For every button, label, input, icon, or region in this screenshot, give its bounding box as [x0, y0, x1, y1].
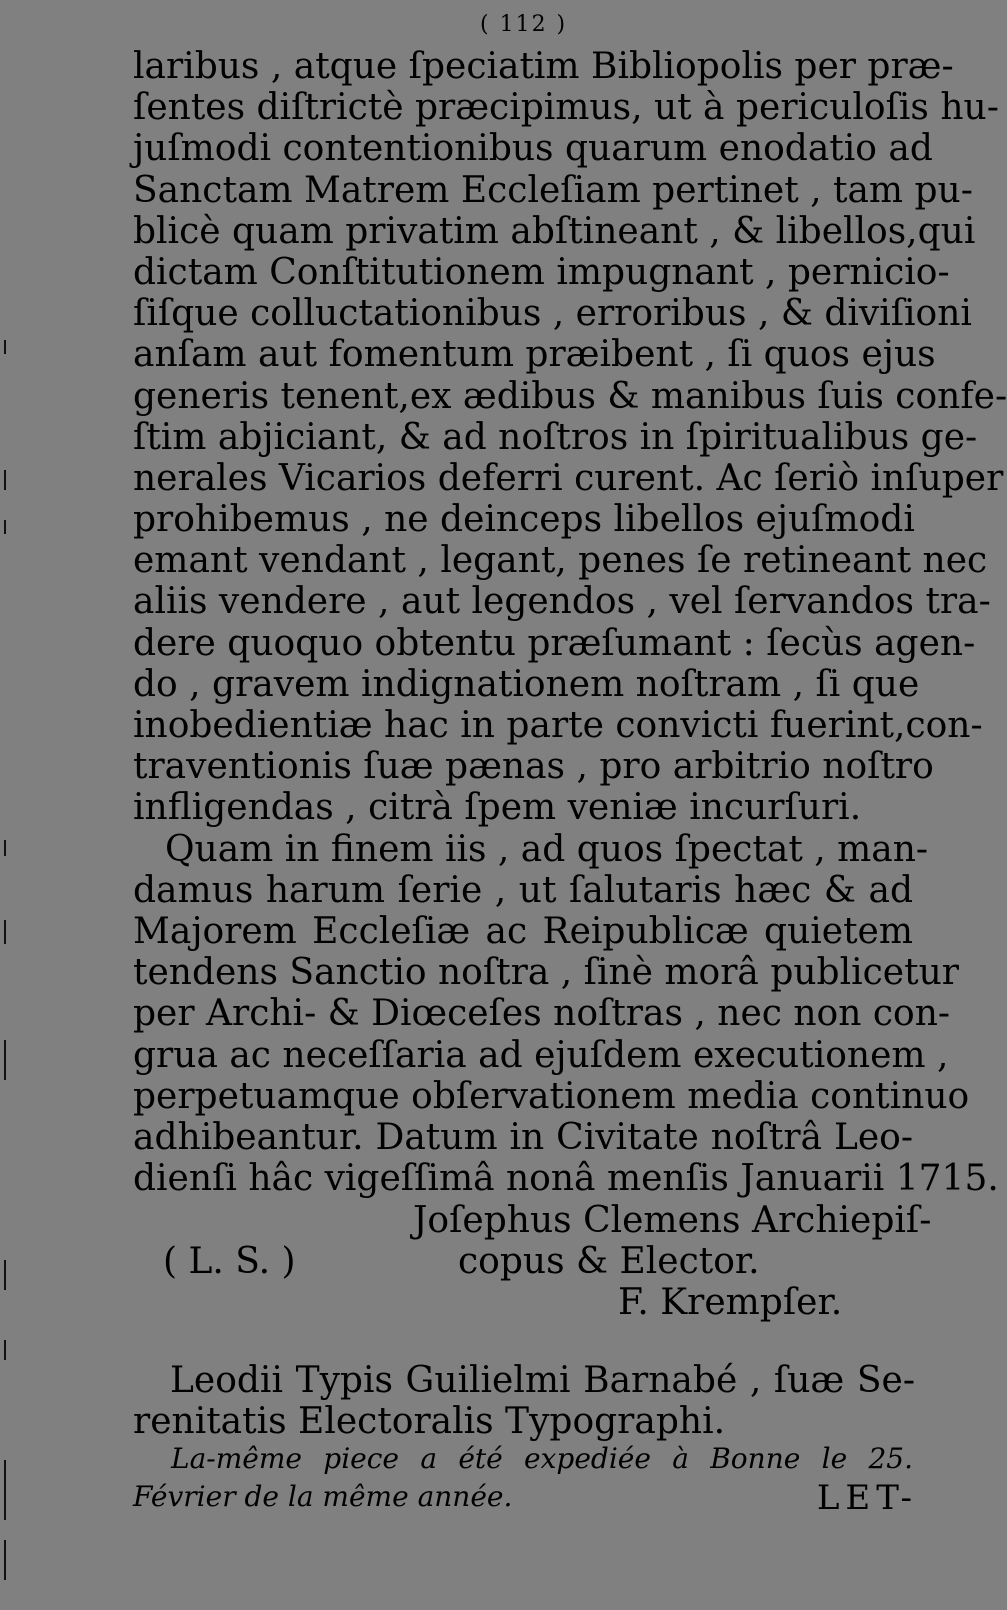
signature-line-2: copus & Elector.: [458, 1241, 760, 1283]
text-line: generis tenent,ex ædibus & manibus ſuis confe-: [133, 375, 1007, 417]
text-line: dere quoquo obtentu præſumant : ſecùs agen-: [133, 622, 976, 664]
text-line: per Archi- & Diœceſes noſtras , nec non con-: [133, 993, 951, 1035]
edge-mark: [4, 920, 6, 944]
text-line: Sanctam Matrem Eccleſiam pertinet , tam pu-: [133, 169, 973, 211]
edge-mark: [4, 1260, 6, 1290]
page-number: ( 112 ): [480, 12, 568, 37]
text-line: anſam aut fomentum præibent , ſi quos ejus: [133, 334, 936, 376]
text-line: ſentes diſtrictè præcipimus, ut à periculoſis hu-: [133, 87, 999, 129]
edge-mark: [4, 1040, 6, 1080]
text-line: Quam in finem iis , ad quos ſpectat , man-: [165, 828, 929, 870]
catchword: LET-: [816, 1478, 918, 1518]
printer-imprint: [133, 1360, 915, 1443]
edge-mark: [4, 470, 6, 490]
text-line: grua ac neceſſaria ad ejuſdem executionem ,: [133, 1034, 949, 1076]
text-line: tendens Sanctio noſtra , ſinè morâ publicetur: [133, 952, 959, 994]
imprint-line: Leodii Typis Guilielmi Barnabé , ſuæ Se-: [170, 1360, 915, 1401]
text-line: perpetuamque obſervationem media continuo: [133, 1075, 970, 1117]
text-line: Majorem Eccleſiæ ac Reipublicæ quietem: [133, 910, 913, 952]
text-line: nerales Vicarios deferri curent. Ac ſeriò inſuper: [133, 457, 1004, 499]
edge-mark: [4, 840, 6, 856]
text-line: laribus , atque ſpeciatim Bibliopolis per præ-: [133, 46, 954, 87]
text-line: damus harum ſerie , ut ſalutaris hæc & ad: [133, 869, 913, 911]
note-line: Février de la même année.: [133, 1480, 513, 1513]
text-line: dictam Conſtitutionem impugnant , pernicio-: [133, 251, 950, 293]
text-line: aliis vendere , aut legendos , vel ſervandos tra-: [133, 581, 991, 623]
signature-block: [133, 1200, 932, 1324]
text-line: prohibemus , ne deinceps libellos ejuſmodi: [133, 499, 915, 541]
text-line: ſtim abjiciant, & ad noſtros in ſpiritualibus ge-: [133, 416, 978, 458]
edge-mark: [4, 340, 6, 354]
text-line: emant vendant , legant, penes ſe retineant nec: [133, 540, 988, 582]
text-line: juſmodi contentionibus quarum enodatio ad: [133, 128, 933, 170]
imprint-line: renitatis Electoralis Typographi.: [133, 1401, 726, 1443]
note-line: La-même piece a été expediée à Bonne le 25.: [171, 1442, 913, 1475]
text-line: traventionis ſuæ pænas , pro arbitrio noſtro: [133, 746, 934, 788]
edge-mark: [4, 1540, 6, 1580]
text-line: inobedientiæ hac in parte convicti fuerint,con-: [133, 705, 983, 746]
text-line: blicè quam privatim abſtineant , & libellos,qui: [133, 210, 976, 252]
countersignature: F. Krempſer.: [618, 1282, 843, 1324]
signature-line-1: Joſephus Clemens Archiepiſ-: [413, 1200, 932, 1241]
text-line: adhibeantur. Datum in Civitate noſtrâ Leo-: [133, 1116, 913, 1158]
dispatch-note: [133, 1440, 913, 1516]
text-line: do , gravem indignationem noſtram , ſi que: [133, 663, 920, 705]
text-line: ſiſque colluctationibus , erroribus , & diviſioni: [133, 293, 972, 335]
body-text: [133, 46, 1007, 1200]
edge-mark: [4, 1340, 6, 1360]
text-line: dienſi hâc vigeſſimâ nonâ menſis Januarii 1715.: [133, 1158, 999, 1200]
edge-mark: [4, 520, 6, 534]
seal-mark: ( L. S. ): [163, 1241, 296, 1283]
text-line: infligendas , citrà ſpem veniæ incurſuri.: [133, 787, 862, 829]
edge-mark: [4, 1460, 6, 1520]
